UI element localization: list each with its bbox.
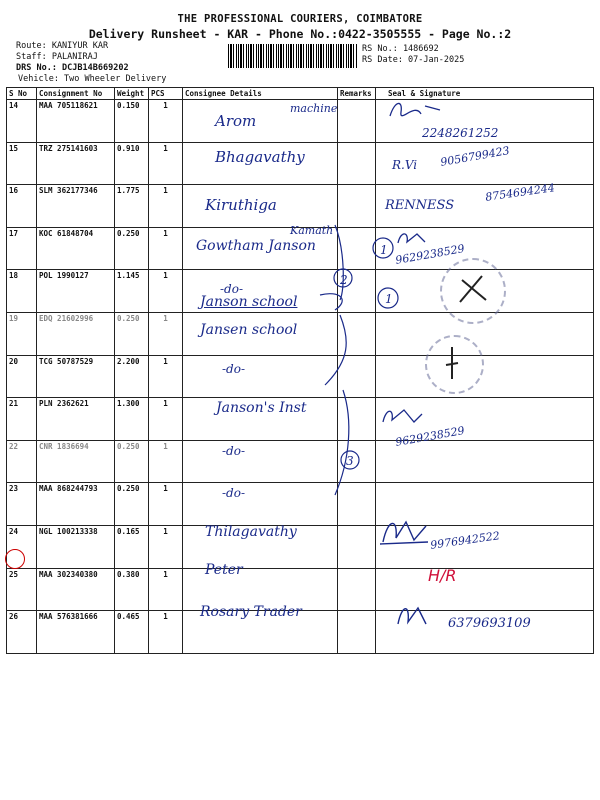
weight-cell: 0.465 — [115, 611, 149, 654]
table-row — [7, 312, 594, 355]
consignment-cell: CNR 1836694 — [37, 440, 115, 483]
weight-cell: 0.250 — [115, 227, 149, 270]
sno-cell: 25 — [7, 568, 37, 611]
seal-signature-cell — [376, 355, 594, 398]
staff: Staff: PALANIRAJ — [16, 52, 98, 62]
pcs-cell: 1 — [149, 568, 183, 611]
table-row — [7, 355, 594, 398]
table-row — [7, 525, 594, 568]
remarks-cell — [338, 525, 376, 568]
hw-r25-remark: H/R — [428, 566, 457, 585]
hw-r18-name: Janson school — [200, 294, 298, 310]
pcs-cell: 1 — [149, 611, 183, 654]
hw-r20-name: Jansen school — [200, 322, 298, 338]
weight-cell: 1.775 — [115, 185, 149, 228]
weight-cell: 0.910 — [115, 142, 149, 185]
weight-cell: 0.165 — [115, 525, 149, 568]
pcs-cell: 1 — [149, 525, 183, 568]
rs-no: RS No.: 1486692 — [362, 44, 439, 54]
weight-cell: 0.250 — [115, 312, 149, 355]
col-remarks: Remarks — [338, 88, 376, 100]
pcs-cell: 1 — [149, 355, 183, 398]
consignment-cell: TRZ 275141603 — [37, 142, 115, 185]
rs-info — [362, 44, 464, 66]
col-seal-signature: Seal & Signature — [376, 88, 594, 100]
hw-r21-name: Janson's Inst — [216, 400, 307, 416]
col-sno: S No — [7, 88, 37, 100]
weight-cell: 0.380 — [115, 568, 149, 611]
row-25-circle — [5, 549, 25, 569]
route-info — [16, 41, 108, 63]
sno-cell: 15 — [7, 142, 37, 185]
sno-cell: 20 — [7, 355, 37, 398]
barcode — [228, 44, 358, 68]
sno-cell: 26 — [7, 611, 37, 654]
sno-cell: 19 — [7, 312, 37, 355]
hw-r17-phone: 9629238529 — [394, 242, 466, 267]
stamp-mark-2 — [442, 345, 462, 381]
hw-r24-phone: 9976942522 — [429, 529, 501, 552]
consignment-cell: TCG 50787529 — [37, 355, 115, 398]
vehicle: Vehicle: Two Wheeler Delivery — [18, 74, 167, 84]
runsheet-title: Delivery Runsheet - KAR - Phone No.:0422-3505555 - Page No.:2 — [88, 27, 512, 41]
pcs-cell: 1 — [149, 483, 183, 526]
hw-r15-name: Bhagavathy — [215, 148, 305, 166]
company-name: THE PROFESSIONAL COURIERS, COIMBATORE — [177, 13, 423, 25]
runsheet-table — [6, 87, 594, 654]
rs-date: RS Date: 07-Jan-2025 — [362, 55, 465, 65]
sno-cell: 23 — [7, 483, 37, 526]
mark-2: 2 — [340, 273, 348, 287]
consignment-cell: POL 1990127 — [37, 270, 115, 313]
mark-3: 3 — [346, 454, 354, 468]
weight-cell: 0.250 — [115, 483, 149, 526]
sno-cell: 18 — [7, 270, 37, 313]
sno-cell: 24 — [7, 525, 37, 568]
consignment-cell: NGL 100213338 — [37, 525, 115, 568]
bracket-marks — [315, 220, 405, 500]
pcs-cell: 1 — [149, 142, 183, 185]
stamp-mark — [452, 270, 492, 310]
pcs-cell: 1 — [149, 440, 183, 483]
pcs-cell: 1 — [149, 227, 183, 270]
route: Route: KANIYUR KAR — [16, 41, 109, 51]
mark-1b: 1 — [385, 292, 393, 306]
hw-r14-note: machine — [290, 102, 338, 115]
weight-cell: 1.300 — [115, 398, 149, 441]
col-weight: Weight — [115, 88, 149, 100]
drs-no: DRS No.: DCJB14B669202 — [16, 63, 129, 73]
hw-r26-phone: 6379693109 — [448, 616, 531, 631]
hw-r14-name: Arom — [215, 112, 257, 130]
sno-cell: 21 — [7, 398, 37, 441]
remarks-cell — [338, 611, 376, 654]
hw-r16-name: Kiruthiga — [205, 196, 277, 214]
signature-r26 — [392, 600, 436, 630]
signature-r14 — [385, 98, 445, 122]
hw-r17-note: Kamath — [290, 224, 334, 237]
table-row — [7, 440, 594, 483]
consignment-cell: MAA 576381666 — [37, 611, 115, 654]
consignment-cell: MAA 705118621 — [37, 100, 115, 143]
weight-cell: 0.150 — [115, 100, 149, 143]
table-row — [7, 483, 594, 526]
hw-r18-ditto: -do- — [220, 282, 244, 296]
hw-r15-phone: 9056799423 — [439, 144, 511, 169]
mark-1a: 1 — [380, 243, 388, 257]
hw-r20-ditto: -do- — [222, 362, 246, 376]
consignment-cell: MAA 302340380 — [37, 568, 115, 611]
weight-cell: 0.250 — [115, 440, 149, 483]
sno-cell: 17 — [7, 227, 37, 270]
consignment-cell: EDQ 21602996 — [37, 312, 115, 355]
col-consignee: Consignee Details — [183, 88, 338, 100]
remarks-cell — [338, 100, 376, 143]
weight-cell: 1.145 — [115, 270, 149, 313]
consignment-cell: SLM 362177346 — [37, 185, 115, 228]
hw-r14-phone: 2248261252 — [422, 126, 499, 140]
hw-r15-sig: R.Vi — [392, 158, 418, 172]
consignment-cell: MAA 868244793 — [37, 483, 115, 526]
col-consignment: Consignment No — [37, 88, 115, 100]
weight-cell: 2.200 — [115, 355, 149, 398]
col-pcs: PCS — [149, 88, 183, 100]
table-header-row — [7, 88, 594, 100]
sno-cell: 14 — [7, 100, 37, 143]
pcs-cell: 1 — [149, 185, 183, 228]
hw-r25-name: Peter — [205, 562, 243, 578]
hw-r16-sig: RENNESS — [385, 198, 455, 213]
pcs-cell: 1 — [149, 398, 183, 441]
consignment-cell: PLN 2362621 — [37, 398, 115, 441]
pcs-cell: 1 — [149, 100, 183, 143]
hw-r21-phone: 9629238529 — [394, 424, 466, 449]
consignment-cell: KOC 61848704 — [37, 227, 115, 270]
hw-r22-ditto: -do- — [222, 444, 246, 458]
remarks-cell — [338, 568, 376, 611]
hw-r16-phone: 8754694244 — [484, 181, 556, 204]
hw-r24-name: Thilagavathy — [205, 524, 297, 540]
hw-r26-name: Rosary Trader — [200, 604, 302, 620]
signature-r24 — [378, 514, 433, 548]
sno-cell: 22 — [7, 440, 37, 483]
pcs-cell: 1 — [149, 312, 183, 355]
remarks-cell — [338, 142, 376, 185]
hw-r17-name: Gowtham Janson — [196, 238, 316, 254]
hw-r23-ditto: -do- — [222, 486, 246, 500]
sno-cell: 16 — [7, 185, 37, 228]
pcs-cell: 1 — [149, 270, 183, 313]
